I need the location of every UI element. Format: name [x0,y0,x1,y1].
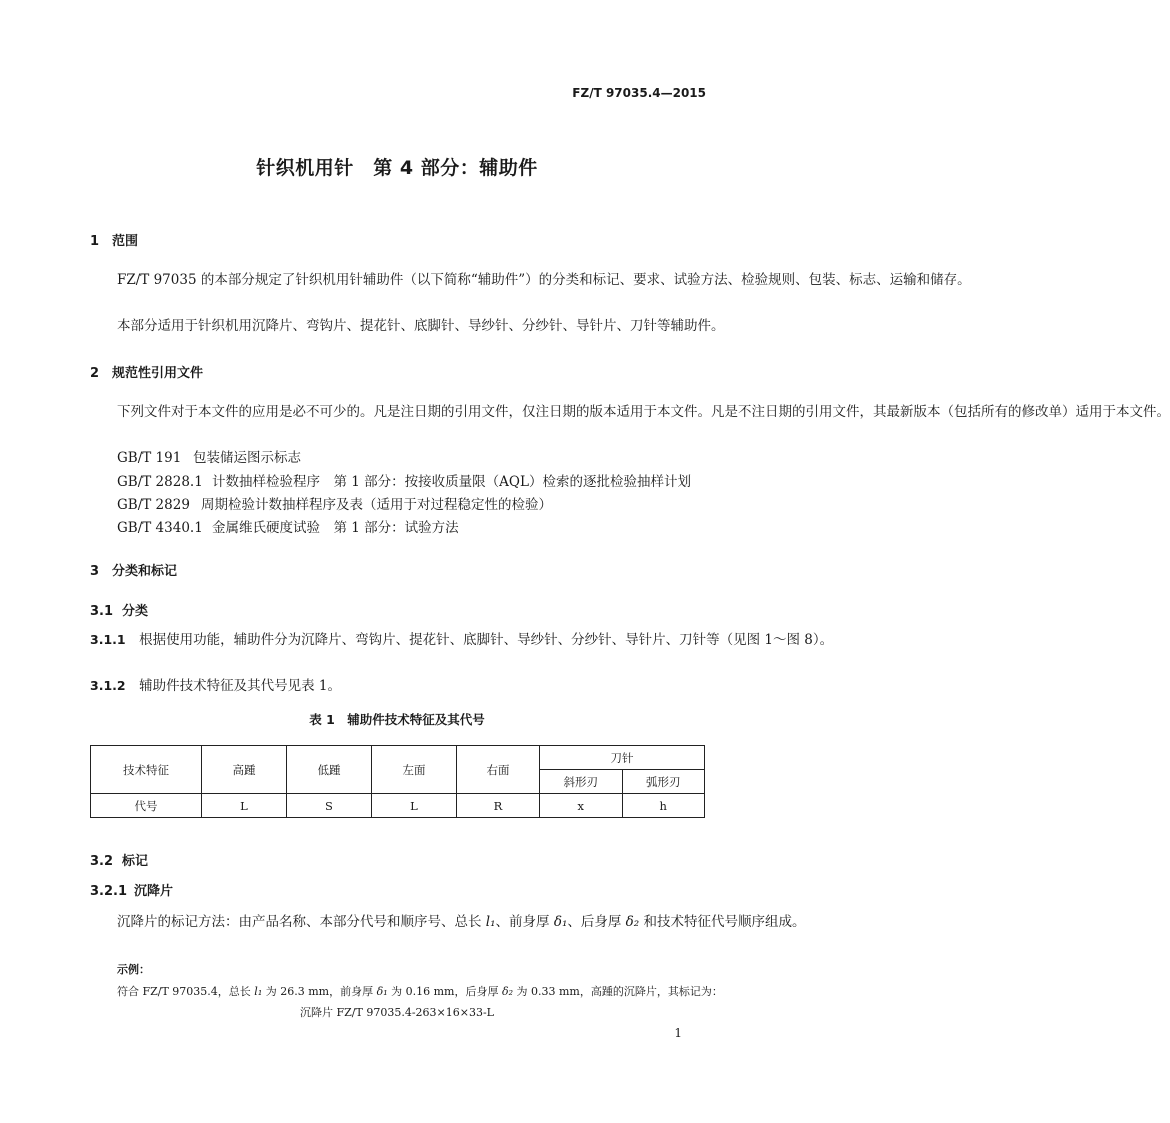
reference-title: 金属维氏硬度试验 第 1 部分：试验方法 [212,520,459,536]
reference-code: GB/T 2828.1 [117,474,203,490]
marking-text: 和技术特征代号顺序组成。 [639,914,806,930]
table-cell: L [372,794,457,818]
reference-code: GB/T 2829 [117,497,190,513]
symbol-delta2: δ₂ [501,985,514,998]
symbol-l1: l₁ [254,985,263,998]
symbol-delta1: δ₁ [553,914,568,930]
example-fragment: 为 0.16 mm，后身厚 [387,985,502,998]
table-row-label: 代号 [91,794,202,818]
symbol-delta1: δ₁ [376,985,388,998]
section-2-number: 2 [90,366,100,381]
example-fragment: 为 0.33 mm，高踵的沉降片，其标记为： [513,985,723,998]
table-cell: S [287,794,372,818]
section-3-heading [90,560,177,579]
table-header-cell: 低踵 [287,746,372,794]
table-group-header: 刀针 [540,746,705,770]
table-subheader-cell: 弧形刃 [622,770,705,794]
table-header-cell: 高踵 [202,746,287,794]
section-3-2-heading [90,850,148,869]
marking-text: 、后身厚 [567,914,626,930]
marking-text: 沉降片的标记方法：由产品名称、本部分代号和顺序号、总长 [117,914,486,930]
section-3-2-number: 3.2 [90,854,114,869]
section-3-2-1-title: 沉降片 [134,884,174,899]
symbol-delta2: δ₂ [625,914,640,930]
clause-3-1-1-text: 根据使用功能，辅助件分为沉降片、弯钩片、提花针、底脚针、导纱针、分纱针、导针片、刀针等（见图 1～图 8）。 [139,632,834,648]
section-2-heading [90,362,203,381]
reference-code: GB/T 4340.1 [117,520,203,536]
table-subheader-cell: 斜形刃 [540,770,623,794]
reference-item [117,516,459,536]
reference-title: 包装储运图示标志 [193,450,301,466]
section-3-2-1-number: 3.2.1 [90,884,128,899]
clause-3-1-2 [90,674,705,698]
section-3-1-number: 3.1 [90,604,114,619]
reference-item [117,470,691,490]
table-header-cell: 左面 [372,746,457,794]
table-cell: L [202,794,287,818]
example-fragment: 为 26.3 mm，前身厚 [262,985,377,998]
marking-text: 、前身厚 [495,914,554,930]
section-3-1-heading [90,600,148,619]
section-1-paragraph-1: FZ/T 97035 的本部分规定了针织机用针辅助件（以下简称“辅助件”）的分类和标记、要求、试验方法、检验规则、包装、标志、运输和储存。 [117,272,971,288]
example-fragment: 符合 FZ/T 97035.4，总长 [117,985,255,998]
section-2-title: 规范性引用文件 [112,366,204,381]
clause-3-1-1 [90,628,834,652]
section-3-2-1-heading [90,880,173,899]
example-text [117,983,723,999]
reference-item [117,446,301,466]
reference-title: 周期检验计数抽样程序及表（适用于对过程稳定性的检验） [201,497,552,513]
standard-number: FZ/T 97035.4—2015 [572,86,706,100]
section-3-title: 分类和标记 [112,564,178,579]
section-3-number: 3 [90,564,100,579]
table-cell: R [457,794,540,818]
table-row [91,746,705,770]
table-header-cell: 技术特征 [91,746,202,794]
example-label: 示例： [117,963,150,976]
spec-table [90,745,705,818]
section-2-paragraph: 下列文件对于本文件的应用是必不可少的。凡是注日期的引用文件，仅注日期的版本适用于本文件。凡是不注日期的引用文件，其最新版本（包括所有的修改单）适用于本文件。 [117,404,1170,420]
table-header-cell: 右面 [457,746,540,794]
table-row [91,794,705,818]
page-number: 1 [674,1026,682,1040]
marking-paragraph [90,910,806,934]
section-1-number: 1 [90,234,100,249]
table-caption: 表 1 辅助件技术特征及其代号 [309,712,485,727]
clause-3-1-2-number: 3.1.2 [90,678,126,693]
example-marking: 沉降片 FZ/T 97035.4-263×16×33-L [300,1006,494,1019]
section-1-paragraph-2: 本部分适用于针织机用沉降片、弯钩片、提花针、底脚针、导纱针、分纱针、导针片、刀针等辅助件。 [117,318,725,334]
table-cell: h [622,794,705,818]
section-3-2-title: 标记 [122,854,149,869]
clause-3-1-1-number: 3.1.1 [90,632,126,647]
reference-title: 计数抽样检验程序 第 1 部分：按接收质量限（AQL）检索的逐批检验抽样计划 [212,474,691,490]
clause-3-1-2-text: 辅助件技术特征及其代号见表 1。 [139,678,341,694]
table-cell: x [540,794,623,818]
section-1-title: 范围 [112,234,139,249]
section-1-heading [90,230,138,249]
symbol-l1: l₁ [485,914,496,930]
section-3-1-title: 分类 [122,604,149,619]
reference-item [117,493,552,513]
reference-code: GB/T 191 [117,450,182,466]
document-title: 针织机用针 第 4 部分：辅助件 [256,157,538,179]
